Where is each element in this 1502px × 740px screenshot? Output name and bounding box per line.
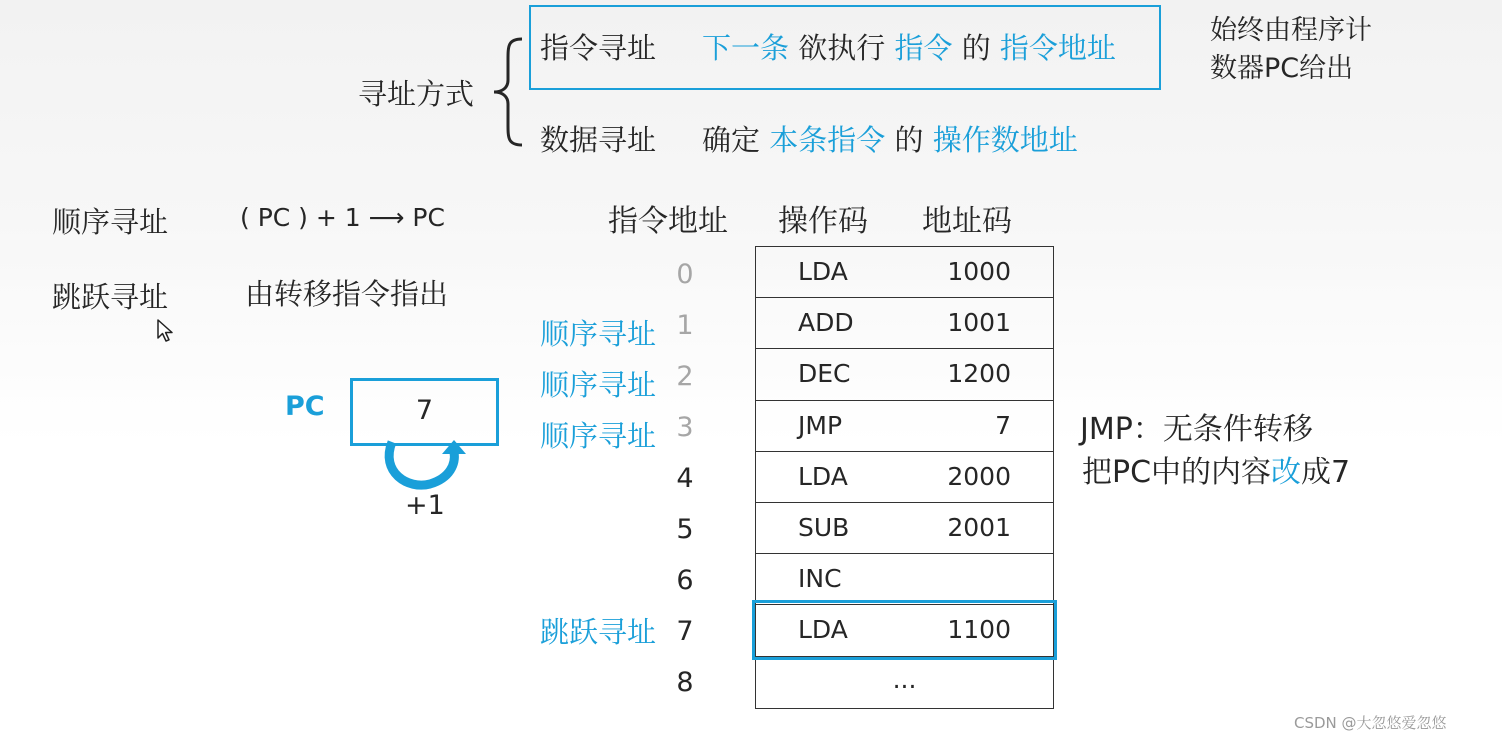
sequential-tag: 顺序寻址 <box>540 419 657 453</box>
instruction-text: 指令 <box>894 31 953 65</box>
operand-address-text: 操作数地址 <box>932 123 1078 157</box>
opcode-cell: DEC <box>798 359 851 389</box>
address-code-cell: 1001 <box>947 308 1011 338</box>
data-addressing-label: 数据寻址 <box>540 123 657 157</box>
jmp-note-pre: 把PC中的内容 <box>1082 455 1272 490</box>
jump-addressing-title: 跳跃寻址 <box>52 280 169 314</box>
address-label: 0 <box>676 259 694 290</box>
jmp-note-line-1: JMP：无条件转移 <box>1080 412 1313 447</box>
instruction-address-text: 指令地址 <box>999 31 1116 65</box>
table-row <box>756 247 1053 298</box>
address-code-header: 地址码 <box>922 204 1012 239</box>
opcode-cell: INC <box>798 564 842 594</box>
ellipsis-cell: ... <box>892 664 917 694</box>
opcode-cell: ADD <box>798 308 854 338</box>
table-row <box>756 554 1053 605</box>
addressing-mode-title: 寻址方式 <box>358 77 475 111</box>
next-text: 下一条 <box>702 31 790 65</box>
pc-register-box: 7 <box>350 378 499 446</box>
pc-note-line-2: 数器PC给出 <box>1210 53 1354 84</box>
pc-label: PC <box>285 391 325 422</box>
address-label: 6 <box>676 565 694 596</box>
watermark: CSDN @大忽悠爱忽悠 <box>1294 714 1447 732</box>
table-row <box>756 298 1053 349</box>
jump-tag: 跳跃寻址 <box>540 615 657 649</box>
instruction-addressing-row <box>540 26 1116 67</box>
address-label: 3 <box>676 412 694 443</box>
jmp-note-highlight: 改 <box>1271 455 1302 490</box>
increment-label: +1 <box>405 490 445 521</box>
this-instruction-text: 本条指令 <box>769 123 886 157</box>
address-label: 4 <box>676 463 694 494</box>
opcode-cell: LDA <box>798 461 848 491</box>
of-text: 的 <box>952 31 1000 65</box>
table-row <box>756 657 1053 708</box>
opcode-header: 操作码 <box>778 204 868 239</box>
jmp-note-post: 成7 <box>1301 455 1351 490</box>
address-label: 5 <box>676 514 694 545</box>
address-label: 7 <box>676 616 694 647</box>
table-row <box>756 503 1053 554</box>
address-code-cell: 2001 <box>947 512 1011 542</box>
table-row <box>756 401 1053 452</box>
table-row <box>756 452 1053 503</box>
address-label: 8 <box>676 667 694 698</box>
pc-note <box>1210 12 1372 88</box>
determine-text: 确定 <box>702 123 770 157</box>
opcode-cell: LDA <box>798 257 848 286</box>
opcode-cell: SUB <box>798 512 850 542</box>
opcode-cell: LDA <box>798 615 848 645</box>
data-addressing-row <box>540 118 1078 159</box>
instruction-address-header: 指令地址 <box>608 204 728 239</box>
address-code-cell: 1200 <box>947 359 1011 389</box>
to-execute-text: 欲执行 <box>789 31 895 65</box>
opcode-cell: JMP <box>798 410 843 440</box>
sequential-tag: 顺序寻址 <box>540 317 657 351</box>
instruction-addressing-label: 指令寻址 <box>540 31 657 65</box>
sequential-addressing-title: 顺序寻址 <box>52 205 169 239</box>
address-code-cell: 1000 <box>947 257 1011 286</box>
sequential-formula: ( PC ) + 1 ⟶ PC <box>240 203 445 232</box>
jmp-note-line-2 <box>1082 447 1350 491</box>
table-row <box>756 349 1053 400</box>
pc-note-line-1: 始终由程序计 <box>1210 15 1372 46</box>
jump-target-highlight <box>752 600 1057 660</box>
of-text-2: 的 <box>885 123 933 157</box>
address-code-cell: 2000 <box>947 461 1011 491</box>
address-label: 2 <box>676 361 694 392</box>
address-code-cell: 1100 <box>947 615 1011 645</box>
mouse-cursor-icon <box>156 318 176 344</box>
jump-description: 由转移指令指出 <box>245 277 449 311</box>
increment-arrow-icon <box>380 438 470 494</box>
sequential-tag: 顺序寻址 <box>540 368 657 402</box>
address-label: 1 <box>676 310 694 341</box>
curly-brace-icon <box>488 36 528 148</box>
address-code-cell: 7 <box>995 410 1011 440</box>
